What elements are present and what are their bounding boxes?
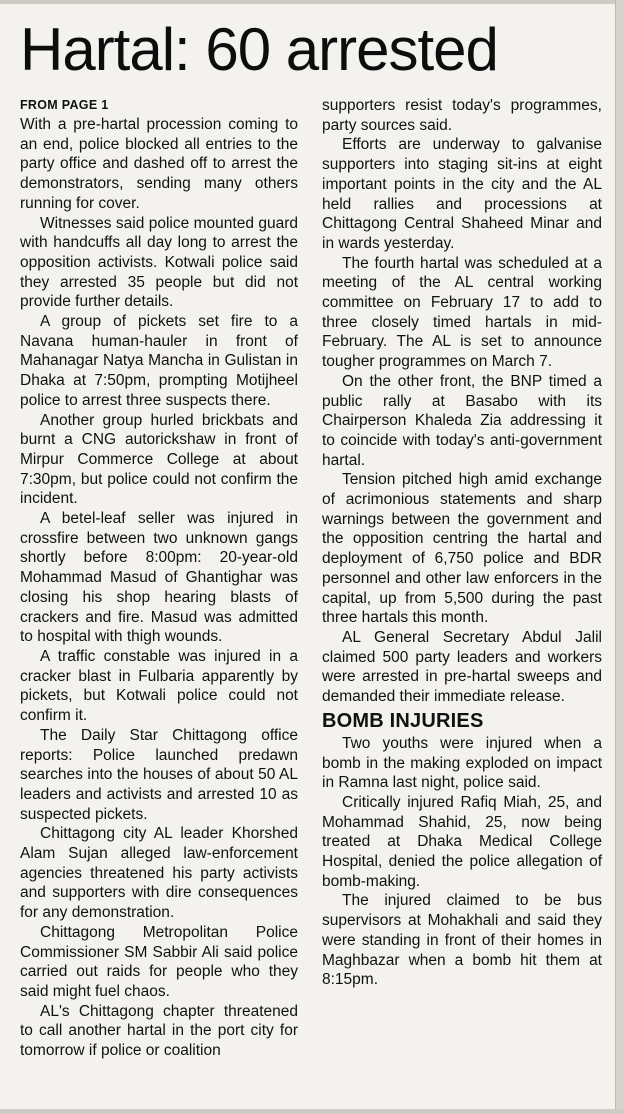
paragraph: Chittagong Metropolitan Police Commissioner SM Sabbir Ali said police carried out raids for people who they said might fuel chaos. bbox=[20, 923, 298, 1000]
paragraph: Two youths were injured when a bomb in the making exploded on impact in Ramna last night, police said. bbox=[322, 734, 602, 792]
paragraph: Critically injured Rafiq Miah, 25, and Mohammad Shahid, 25, now being treated at Dhaka Medical College Hospital, denied the police allegation of bomb-making. bbox=[322, 793, 602, 890]
paragraph: The Daily Star Chittagong office reports: Police launched predawn searches into the houses of about 50 AL leaders and activists and arrested 10 as suspected pickets. bbox=[20, 726, 298, 823]
page-edge-top bbox=[0, 0, 624, 4]
paragraph: A betel-leaf seller was injured in crossfire between two unknown gangs shortly before 8:00pm: 20-year-old Mohammad Masud of Ghantighar was closing his shop hearing blasts of crackers and fire. Masud was admitted to hospital with thigh wounds. bbox=[20, 510, 298, 646]
paragraph: On the other front, the BNP timed a public rally at Basabo with its Chairperson Khaleda Zia addressing it to coincide with today's anti-government hartal. bbox=[322, 372, 602, 469]
paragraph: The injured claimed to be bus supervisors at Mohakhali and said they were standing in front of their homes in Maghbazar when a bomb hit them at 8:15pm. bbox=[322, 892, 602, 989]
paragraph: Chittagong city AL leader Khorshed Alam Sujan alleged law-enforcement agencies threatened his party activists and supporters with dire consequences for any demonstration. bbox=[20, 825, 298, 922]
paragraph: AL General Secretary Abdul Jalil claimed 500 party leaders and workers were arrested in pre-hartal sweeps and demanded their immediate release. bbox=[322, 628, 602, 706]
paragraph-continuation: supporters resist today's programmes, party sources said. bbox=[322, 97, 602, 134]
paragraph: Efforts are underway to galvanise supporters into staging sit-ins at eight important points in the city and the AL held rallies and processions at Chittagong Central Shaheed Minar and in wards yesterday. bbox=[322, 136, 602, 252]
paragraph: Witnesses said police mounted guard with handcuffs all day long to arrest the opposition activists. Kotwali police said they arrested 35 people but did not provide further details. bbox=[20, 214, 298, 311]
article-column-left bbox=[20, 96, 298, 1061]
paragraph: A group of pickets set fire to a Navana human-hauler in front of Mahanagar Natya Mancha in Gulistan in Dhaka at 7:50pm, prompting Motijheel police to arrest three suspects there. bbox=[20, 313, 298, 409]
page-edge-bottom bbox=[0, 1109, 624, 1114]
article-column-right bbox=[322, 96, 602, 990]
paragraph: With a pre-hartal procession coming to an end, police blocked all entries to the party office and dashed off to arrest the demonstrators, sending many others running for cover. bbox=[20, 116, 298, 212]
paragraph: AL's Chittagong chapter threatened to call another hartal in the port city for tomorrow if police or coalition bbox=[20, 1002, 298, 1060]
page-edge-right bbox=[615, 0, 624, 1114]
subheading-bomb-injuries: BOMB INJURIES bbox=[322, 709, 484, 732]
headline: Hartal: 60 arrested bbox=[20, 16, 498, 83]
paragraph: Another group hurled brickbats and burnt a CNG autorickshaw in front of Mirpur Commerce College at about 7:30pm, but police could not confirm the incident. bbox=[20, 411, 298, 508]
paragraph: A traffic constable was injured in a cracker blast in Fulbaria apparently by pickets, but Kotwali police could not confirm it. bbox=[20, 647, 298, 725]
paragraph: The fourth hartal was scheduled at a meeting of the AL central working committee on February 17 to add to three closely timed hartals in mid-February. The AL is set to announce tougher programmes on March 7. bbox=[322, 254, 602, 371]
paragraph: Tension pitched high amid exchange of acrimonious statements and sharp warnings between the government and the opposition centring the hartal and deployment of 6,750 police and BDR personnel and other law enforcers in the capital, up from 5,500 during the past three hartals this month. bbox=[322, 471, 602, 627]
dateline: FROM PAGE 1 bbox=[20, 98, 109, 112]
